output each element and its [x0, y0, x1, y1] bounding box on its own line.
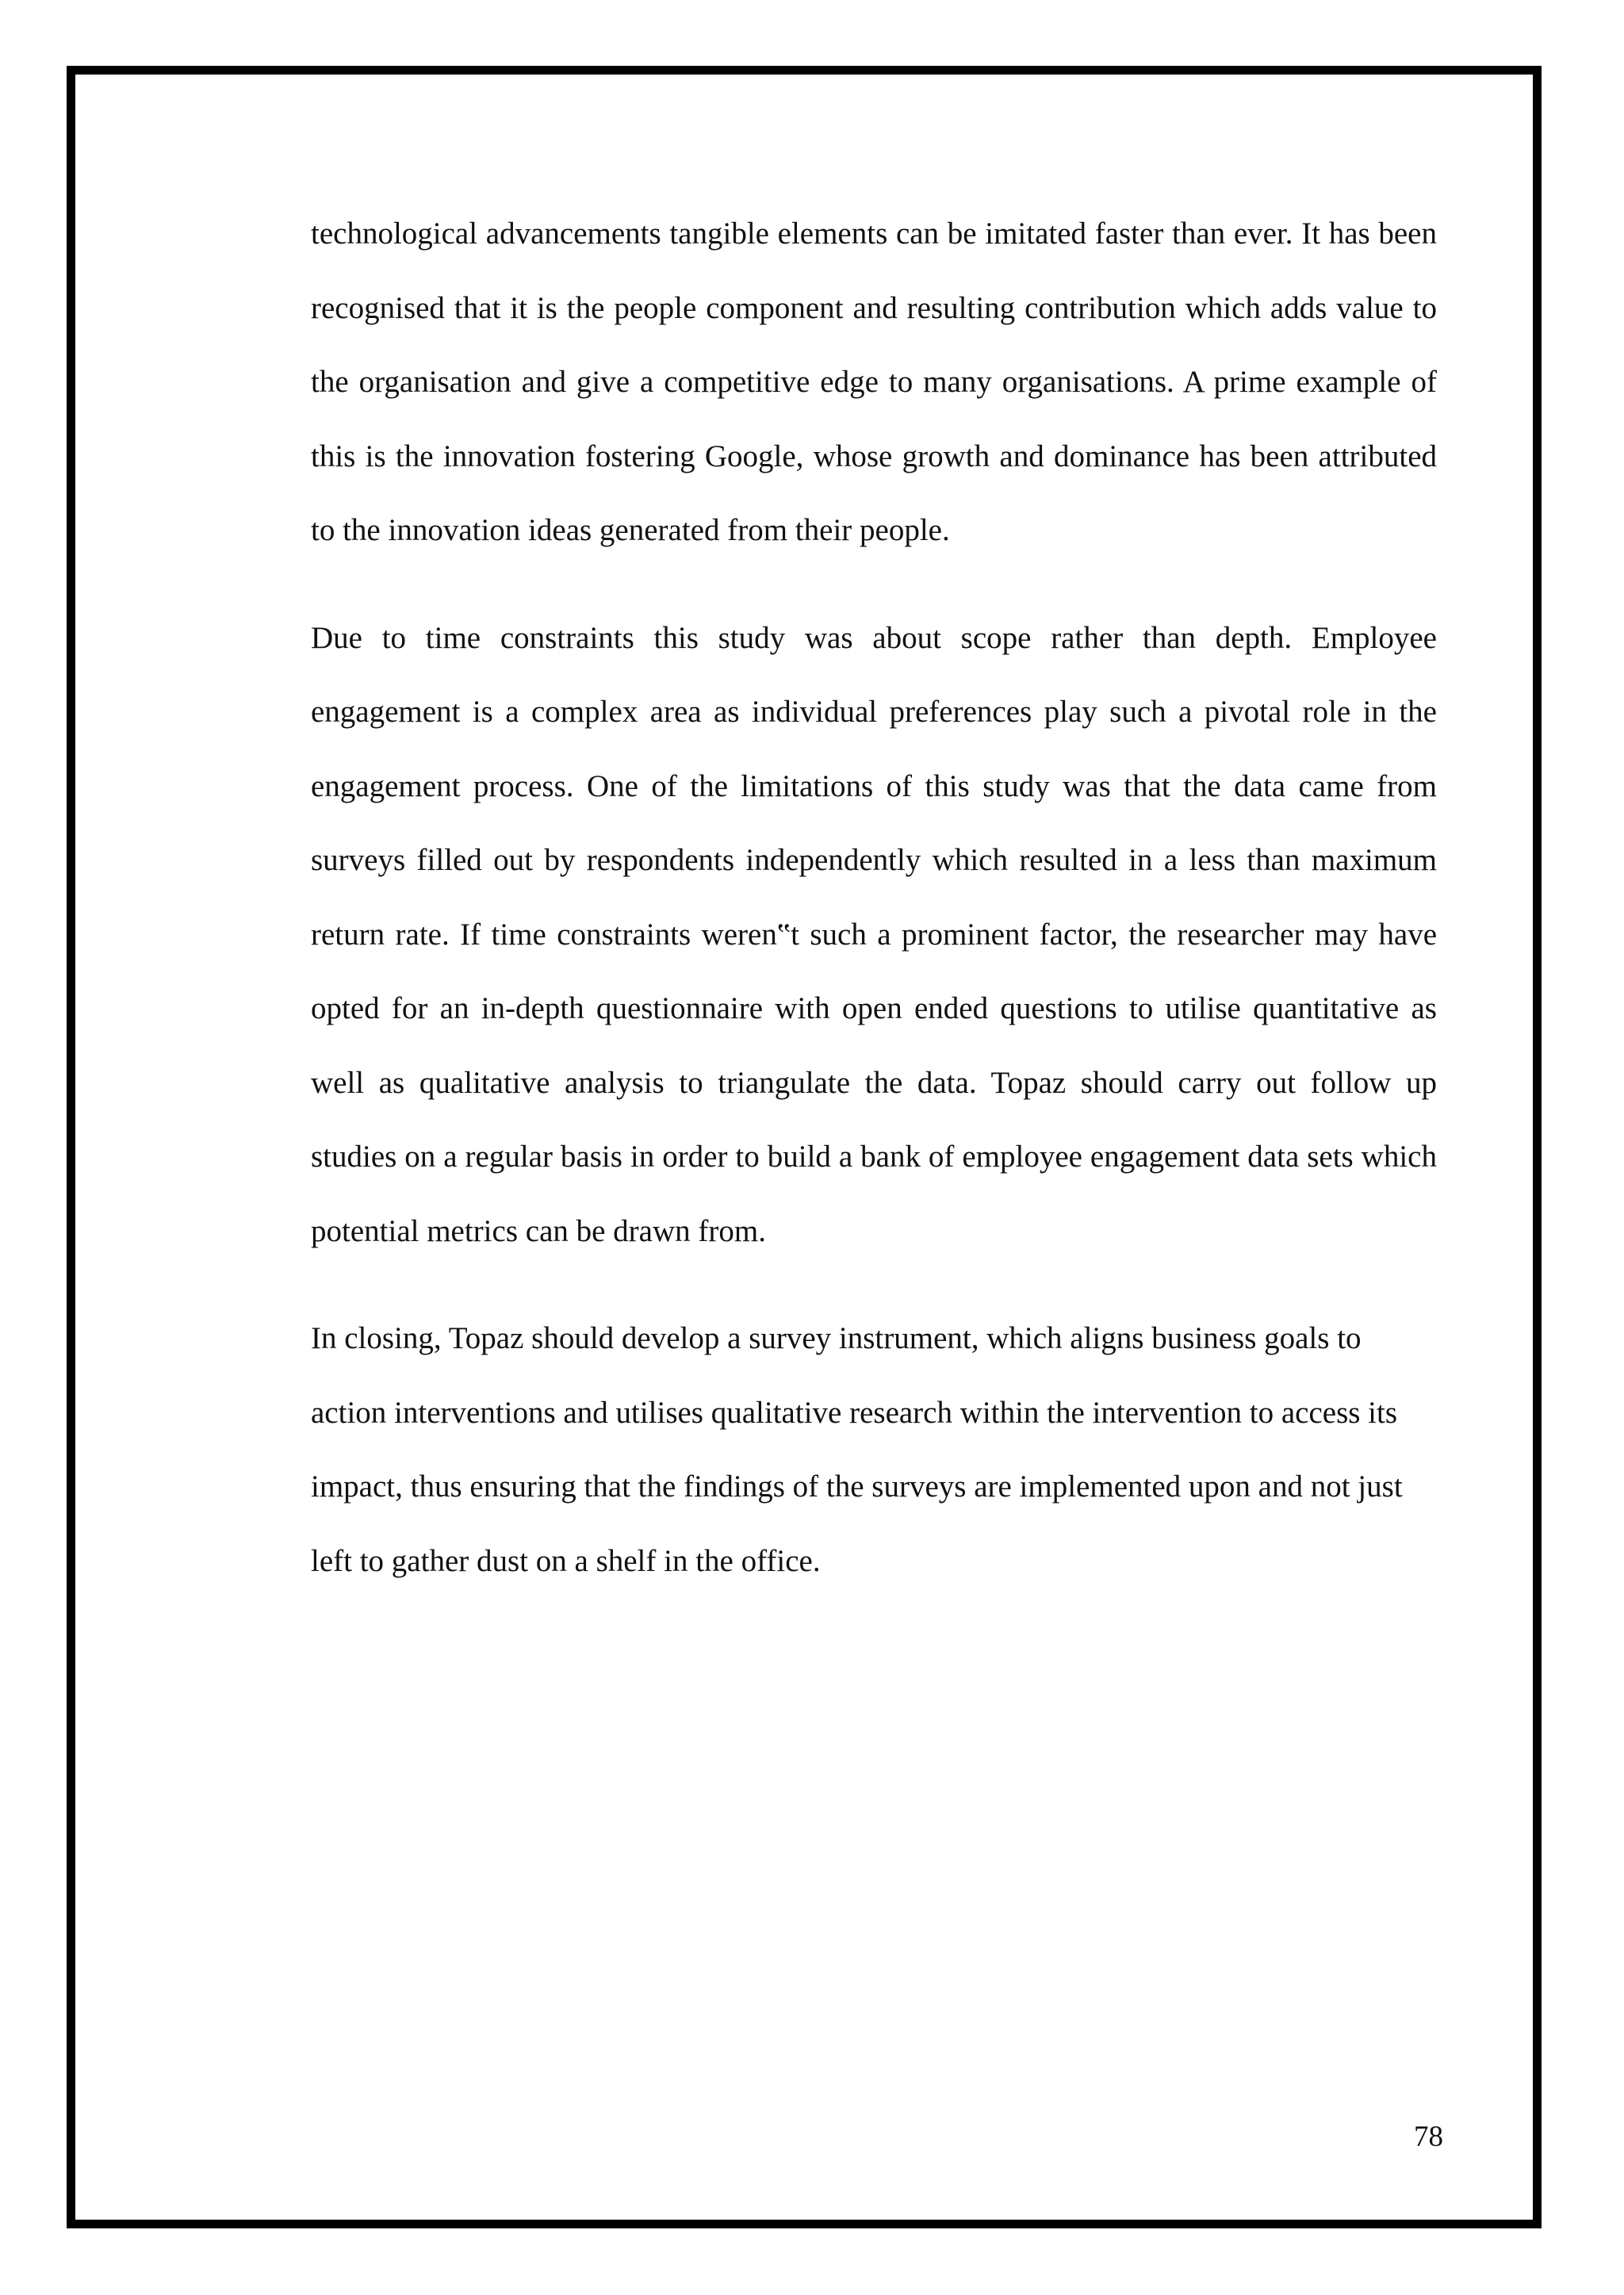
page-number: 78	[1414, 2121, 1443, 2153]
paragraph-limitations: Due to time constraints this study was about scope rather than depth. Employee engagement is a complex area as individual preferences play such a pivotal role in the engagement process. One of the limitations of this study was that the data came from surveys filled out by respondents independently which resulted in a less than maximum return rate. If time constraints weren‟t such a prominent factor, the researcher may have opted for an in-depth questionnaire with open ended questions to utilise quantitative as well as qualitative analysis to triangulate the data. Topaz should carry out follow up studies on a regular basis in order to build a bank of employee engagement data sets which potential metrics can be drawn from.	[311, 620, 1437, 1248]
document-body	[311, 197, 1437, 1631]
paragraph-innovation: technological advancements tangible elements can be imitated faster than ever. It has been recognised that it is the people component and resulting contribution which adds value to the organisation and give a competitive edge to many organisations. A prime example of this is the innovation fostering Google, whose growth and dominance has been attributed to the innovation ideas generated from their people.	[311, 216, 1437, 547]
paragraph-closing: In closing, Topaz should develop a survey instrument, which aligns business goals to action interventions and utilises qualitative research within the intervention to access its impact, thus ensuring that the findings of the surveys are implemented upon and not just left to gather dust on a shelf in the office.	[311, 1321, 1403, 1578]
